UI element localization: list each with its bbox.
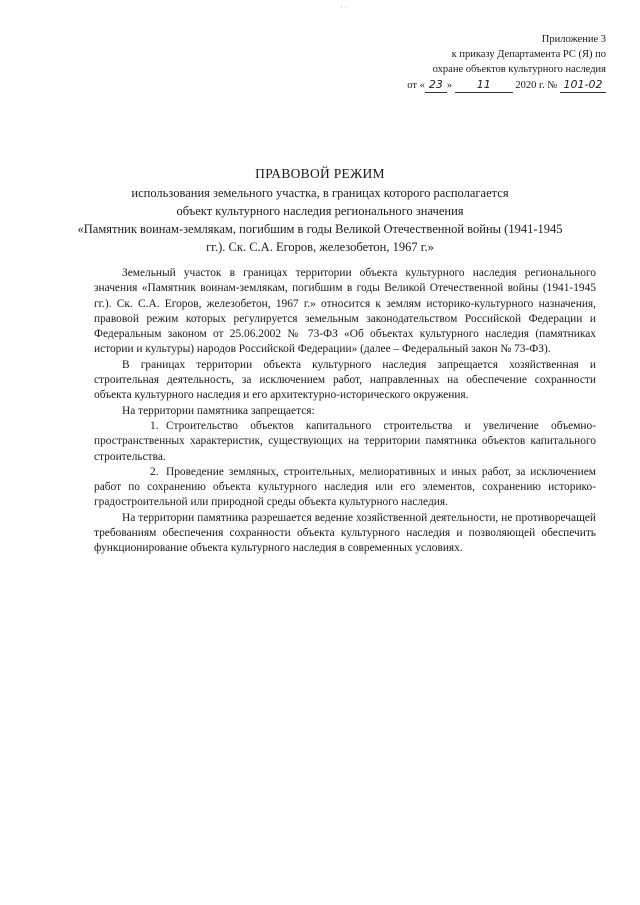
list-item-number: 1.: [150, 419, 159, 432]
paragraph-land-status: Земельный участок в границах территории объекта культурного наследия регионального значения «Памятник воинам-землякам, погибшим в годы Великой Отечественной войны (1941-1945 гг.). Ск. С.А. Егоров, железобетон, 1967 г.» относится к землям историко-культурного назначения, правовой режим которых регулируется земельным законодательством Российской Федерации и Федеральным законом от 25.06.2002 № 73-ФЗ «Об объектах культурного наследия (памятниках истории и культуры) народов Российской Федерации» (далее – Федеральный закон № 73-ФЗ).: [94, 267, 596, 356]
list-item-text: Строительство объектов капитального строительства и увеличение объемно-пространственных характеристик, существующих на территории памятника объектов капитального строительства.: [94, 419, 596, 463]
title-line-3: «Памятник воинам-землякам, погибшим в годы Великой Отечественной войны (1941-1945: [77, 222, 563, 236]
paragraph-restrictions: В границах территории объекта культурного наследия запрещается хозяйственная и строительная деятельность, за исключением работ, направленных на обеспечение сохранности объекта культурного наследия и его архитектурно-исторического окружения.: [94, 358, 596, 402]
date-month: 11: [455, 77, 513, 93]
date-year: 2020 г. №: [515, 80, 558, 91]
document-title: ПРАВОВОЙ РЕЖИМ: [255, 166, 385, 181]
paragraph-prohibited-heading: На территории памятника запрещается:: [122, 404, 315, 417]
list-item-text: Проведение земляных, строительных, мелиоративных и иных работ, за исключением работ по сохранению объекта культурного наследия или его элементов, сохранению историко-градостроительной или природной среды объекта культурного наследия.: [94, 465, 596, 509]
order-number: 101-02: [560, 77, 606, 93]
appendix-order-line: к приказу Департамента РС (Я) по: [451, 49, 606, 60]
appendix-header: [346, 32, 606, 93]
date-mid: »: [446, 80, 453, 91]
title-line-1: использования земельного участка, в границах которого располагается: [131, 186, 509, 200]
date-prefix: от «: [407, 80, 425, 91]
appendix-title: Приложение 3: [541, 34, 606, 45]
date-day: 23: [425, 77, 447, 93]
document-title-block: [60, 165, 580, 256]
appendix-date-line: [346, 77, 606, 93]
scan-mark: · ·: [340, 3, 348, 12]
document-body: [94, 266, 596, 557]
list-item: [94, 465, 596, 511]
list-item: [94, 419, 596, 465]
title-line-4: гг.). Ск. С.А. Егоров, железобетон, 1967 г.»: [206, 240, 434, 254]
title-line-2: объект культурного наследия регионального значения: [176, 204, 464, 218]
list-item-number: 2.: [150, 465, 159, 478]
appendix-department-line: охране объектов культурного наследия: [432, 64, 606, 75]
paragraph-permitted: На территории памятника разрешается ведение хозяйственной деятельности, не противоречащей требованиям обеспечения сохранности объекта культурного наследия и позволяющей обеспечить функционирование объекта культурного наследия в современных условиях.: [94, 511, 596, 555]
